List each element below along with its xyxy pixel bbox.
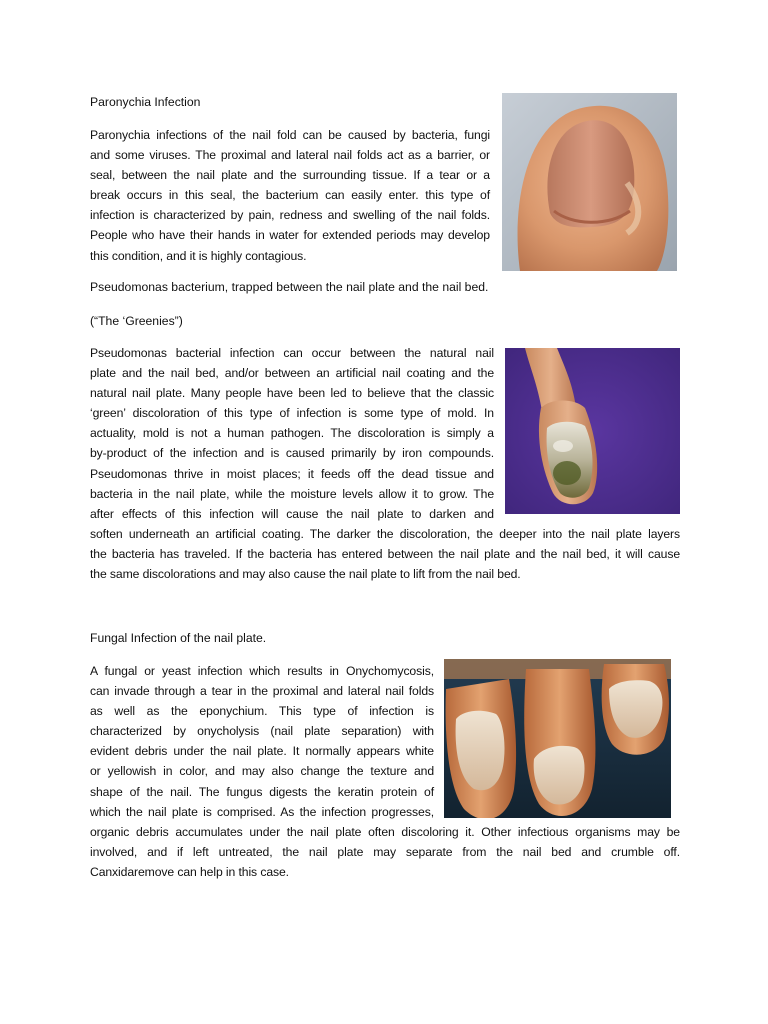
text-line: by-product of the infection and is caused primarily by iron compounds. [90,446,494,461]
text-line: characterized by onycholysis (nail plate separation) with [90,724,434,739]
text-line: plate and the nail bed, and/or between an artificial nail coating and the [90,366,494,381]
text-line: this condition, and it is highly contagious. [90,248,307,263]
text-line: bacteria in the nail plate, while the moisture levels allow it to grow. The [90,486,494,501]
fungal-infection-photo [444,659,671,818]
text-line: which the nail plate is comprised. As the infection progresses, [90,804,434,819]
text-line: and some viruses. The proximal and lateral nail folds act as a barrier, or [90,148,490,163]
text-line: actuality, mold is not a human pathogen. The discoloration is simply a [90,426,494,441]
text-line: seal, between the nail plate and the surrounding tissue. If a tear or a [90,168,490,183]
text-line: organic debris accumulates under the nail plate often discoloring it. Other infectious organisms may be [90,824,680,839]
text-line: involved, and if left untreated, the nail plate may separate from the nail bed and crumble off. [90,844,680,859]
text-line: the bacteria has traveled. If the bacteria has entered between the nail plate and the nail bed, it will cause [90,546,680,561]
text-line: after effects of this infection will cause the nail plate to darken and [90,506,494,521]
paragraph-paronychia [90,125,490,266]
paragraph-fungal-continued [90,822,680,882]
text-line: Pseudomonas bacterial infection can occur between the natural nail [90,346,494,360]
section-title-fungal: Fungal Infection of the nail plate. [90,631,267,645]
paragraph-fungal [90,661,434,822]
text-line: can invade through a tear in the proximal and lateral nail folds [90,684,434,699]
text-line: natural nail plate. Many people have been led to believe that the classic [90,386,494,401]
paronychia-photo [502,93,677,271]
text-line: Canxidaremove can help in this case. [90,864,289,879]
text-line: A fungal or yeast infection which results in Onychomycosis, [90,664,434,678]
text-line: People who have their hands in water for extended periods may develop [90,228,490,243]
section-subtitle-greenies: (“The ‘Greenies”) [90,314,183,328]
pseudomonas-photo [505,348,680,514]
paragraph-pseudomonas-continued [90,524,680,584]
text-line: Pseudomonas thrive in moist places; it feeds off the dead tissue and [90,466,494,481]
text-line: soften underneath an artificial coating. The darker the discoloration, the deeper into the nail plate layers [90,526,680,541]
section-title-pseudomonas: Pseudomonas bacterium, trapped between the nail plate and the nail bed. [90,280,489,294]
text-line: shape of the nail. The fungus digests the keratin protein of [90,784,434,799]
section-title-paronychia: Paronychia Infection [90,95,201,109]
text-line: evident debris under the nail plate. It normally appears white [90,744,434,759]
paragraph-pseudomonas [90,343,494,524]
text-line: the same discolorations and may also cause the nail plate to lift from the nail bed. [90,567,521,582]
text-line: Paronychia infections of the nail fold can be caused by bacteria, fungi [90,128,490,142]
text-line: break occurs in this seal, the bacterium can easily enter. this type of [90,188,490,203]
text-line: as well as the eponychium. This type of infection is [90,704,434,719]
text-line: ‘green’ discoloration of this type of infection is some type of mold. In [90,406,494,421]
text-line: infection is characterized by pain, redness and swelling of the nail folds. [90,208,490,223]
text-line: or yellowish in color, and may also change the texture and [90,764,434,779]
